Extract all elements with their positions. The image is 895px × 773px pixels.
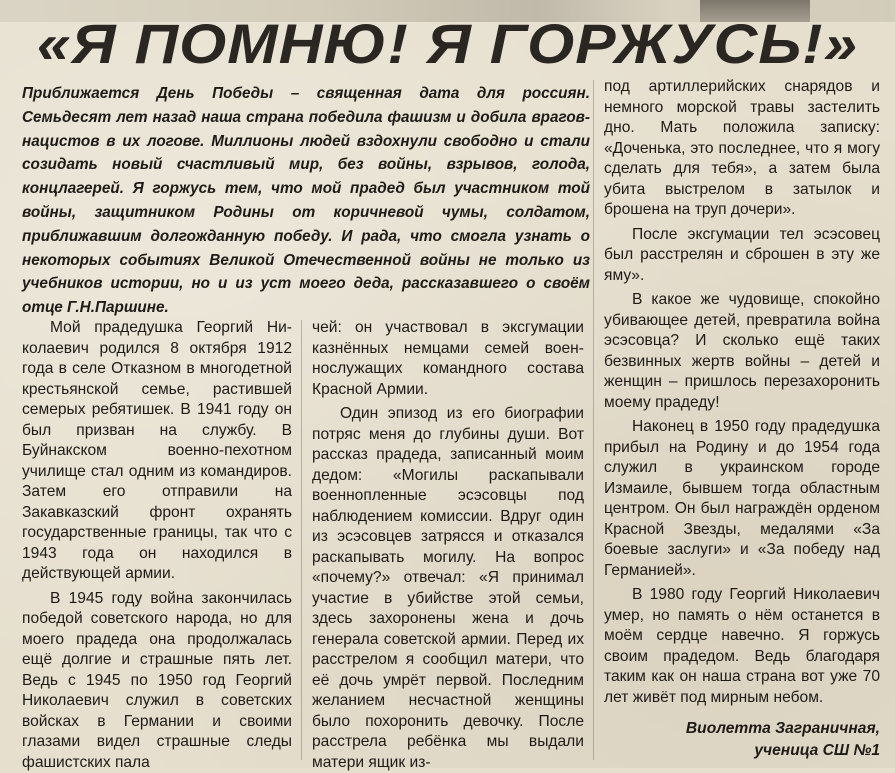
body-paragraph: Мой прадедушка Георгий Николаевич родился 8 октября 1912 года в селе Отказном в многодетной крестьянской семье, растившей семерых ребятишек. В 1941 году он был призван на службу. В Буйнакском военно-пехотном училище стал одним из командиров. Затем его отправили на Закавказский фронт охранять государственные границы, так что с 1943 года он находился в действующей армии.	[22, 318, 292, 585]
article-column-1	[22, 318, 292, 773]
author-name: Виолетта Заграничная,	[604, 718, 880, 740]
article-column-2	[312, 318, 584, 773]
body-paragraph: чей: он участвовал в эксгумации казнённых немцами семей военнослужащих командного состава Красной Армии.	[312, 318, 584, 400]
body-paragraph: В какое же чудовище, спокойно убивающее детей, превратила война эсэсовца? И сколько ещё таких безвинных жертв войны – детей и женщин – пришлось перезахоронить моему прадеду!	[604, 290, 880, 413]
body-paragraph: Наконец в 1950 году прадедушка прибыл на Родину и до 1954 года служил в украинском городе Измаиле, бывшем тогда областным центром. Он был награждён орденом Красной Звезды, медалями «За боевые заслуги» и «За победу над Германией».	[604, 417, 880, 581]
author-school: ученица СШ №1	[604, 740, 880, 762]
author-signature	[604, 718, 880, 762]
column-divider	[301, 320, 302, 760]
body-paragraph: После эксгумации тел эсэсовец был расстрелян и сброшен в эту же яму».	[604, 225, 880, 287]
column-divider	[593, 80, 594, 760]
lead-paragraph: Приближается День Победы – священная дата для россиян. Семьдесят лет назад наша страна победила фашизм и добила врагов-нацистов в их логове. Миллионы людей вздохнули свободно и стали созидать новый счастливый мир, без войны, взрывов, голода, концлагерей. Я горжусь тем, что мой прадед был участником той войны, защитником Родины от коричневой чумы, солдатом, приближавшим долгожданную победу. И рада, что смогла узнать о некоторых событиях Великой Отечественной войны не только из учебников истории, но и из уст моего деда, рассказавшего о своём отце Г.Н.Паршине.	[22, 82, 590, 320]
body-paragraph: В 1945 году война закончилась победой советского народа, но для моего прадеда она продолжалась ещё долгие и страшные пять лет. Ведь с 1945 по 1950 год Георгий Николаевич служил в советских войсках в Германии и своими глазами видел страшные следы фашистских пала	[22, 589, 292, 773]
body-paragraph: под артиллерийских снарядов и немного морской травы застeлить дно. Мать положила записку: «Доченька, это последнее, что я могу сделать для тебя», а затем была убита выстрелом в затылок и брошена на труп дочери».	[604, 77, 880, 221]
body-paragraph: В 1980 году Георгий Николаевич умер, но память о нём останется в моём сердце навечно. Я горжусь своим прадедом. Ведь благодаря таким как он наша страна вот уже 70 лет живёт под мирным небом.	[604, 585, 880, 708]
body-paragraph: Один эпизод из его биографии потряс меня до глубины души. Вот рассказ прадеда, записанный моим дедом: «Могилы раскапывали военнопленные эсэсовцы под наблюдением комиссии. Вдруг один из эсэсовцев затрясся и отказался раскапывать могилу. На вопрос «почему?» отвечал: «Я принимал участие в убийстве этой семьи, здесь захоронены жена и дочь генерала советской армии. Перед их расстрелом я сообщил матери, что её дочь умрёт первой. Последним желанием несчастной женщины было похоронить девочку. После расстрела ребёнка мы выдали матери ящик из-	[312, 404, 584, 773]
article-headline: «Я ПОМНЮ! Я ГОРЖУСЬ!»	[0, 8, 895, 80]
article-column-3	[604, 77, 880, 762]
article-lead	[22, 82, 590, 320]
